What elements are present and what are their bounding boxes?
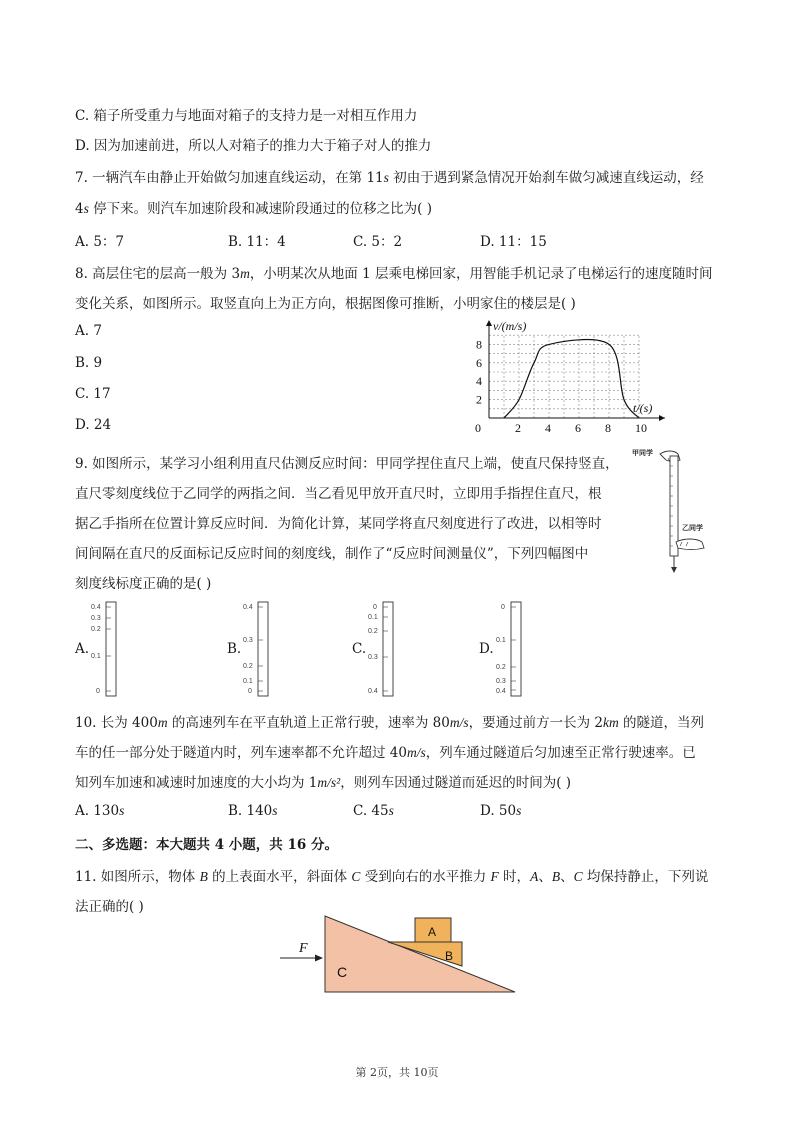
x-tick-label: 0 xyxy=(475,421,481,435)
q9-stem-line2: 直尺零刻度线位于乙同学的两指之间．当乙看见甲放开直尺时，立即用手指捏住直尺，根 xyxy=(75,486,602,502)
q9-option-b-label: B. xyxy=(227,641,242,657)
q7-stem-line1: 7. 一辆汽车由静止开始做匀加速直线运动，在第 11s 初由于遇到紧急情况开始刹车做匀减速直线运动，经 xyxy=(75,170,704,186)
q8-option-d: D. 24 xyxy=(75,417,112,433)
ruler-b-tick: 0 xyxy=(248,688,252,695)
x-axis-label: t/(s) xyxy=(633,401,653,415)
ruler-a xyxy=(88,600,128,700)
q9-option-c-label: C. xyxy=(352,641,367,657)
ruler-d-tick: 0.3 xyxy=(496,678,506,685)
q6-option-d: D. 因为加速前进，所以人对箱子的推力大于箱子对人的推力 xyxy=(75,138,432,154)
ruler-a-tick: 0.1 xyxy=(91,653,101,660)
q6-option-c: C. 箱子所受重力与地面对箱子的支持力是一对相互作用力 xyxy=(75,108,418,124)
q8-stem-line2: 变化关系，如图所示。取竖直向上为正方向，根据图像可推断，小明家住的楼层是( ) xyxy=(75,296,576,312)
x-tick-label: 2 xyxy=(515,421,521,435)
ruler-b-tick: 0.4 xyxy=(243,604,253,611)
q7-option-b: B. 11：4 xyxy=(228,234,286,250)
ruler-drop-illustration xyxy=(630,446,710,578)
ruler-d xyxy=(493,600,533,700)
q8-option-c: C. 17 xyxy=(75,386,111,402)
y-tick-label: 2 xyxy=(476,392,482,407)
ruler-d-tick: 0.4 xyxy=(496,688,506,695)
page-footer: 第 2页，共 10页 xyxy=(355,1066,439,1079)
incline-block-diagram xyxy=(275,908,525,998)
q7-stem-line2: 4s 停下来。则汽车加速阶段和减速阶段通过的位移之比为( ) xyxy=(75,201,432,217)
force-label: F xyxy=(299,941,308,956)
q7-option-c: C. 5：2 xyxy=(353,234,403,250)
ruler-c-tick: 0.3 xyxy=(368,654,378,661)
ruler-b-tick: 0.3 xyxy=(243,637,253,644)
x-axis-arrow xyxy=(659,415,665,421)
q10-option-a: A. 130s xyxy=(75,803,125,819)
student-a-label: 甲同学 xyxy=(632,449,653,457)
ruler-b-tick: 0.2 xyxy=(243,663,253,670)
q10-option-b: B. 140s xyxy=(228,803,278,819)
q9-stem-line5: 刻度线标度正确的是( ) xyxy=(75,576,212,592)
q9-stem-line1: 9. 如图所示，某学习小组利用直尺估测反应时间：甲同学捏住直尺上端，使直尺保持竖直， xyxy=(75,456,619,472)
x-tick-label: 4 xyxy=(545,421,551,435)
x-tick-label: 6 xyxy=(575,421,581,435)
ruler-c xyxy=(365,600,405,700)
y-axis-label: v/(m/s) xyxy=(493,319,527,333)
ruler-b xyxy=(240,600,280,700)
incline-label: C xyxy=(337,964,348,980)
ruler-c-tick: 0.2 xyxy=(368,628,378,635)
ruler-d-tick: 0.1 xyxy=(496,637,506,644)
section-heading-multiple-choice: 二、多选题：本大题共 4 小题，共 16 分。 xyxy=(75,837,338,853)
q8-option-b: B. 9 xyxy=(75,355,103,371)
x-tick-label: 10 xyxy=(635,421,647,435)
q9-stem-line4: 间间隔在直尺的反面标记反应时间的刻度线，制作了“反应时间测量仪”，下列四幅图中 xyxy=(75,546,589,562)
student-b-label: 乙同学 xyxy=(682,524,703,532)
block-b-label: B xyxy=(445,949,454,963)
y-tick-label: 6 xyxy=(476,355,482,370)
q9-stem-line3: 据乙手指所在位置计算反应时间．为简化计算，某同学将直尺刻度进行了改进，以相等时 xyxy=(75,516,602,532)
q9-option-a-label: A. xyxy=(75,641,90,657)
velocity-time-chart xyxy=(465,318,675,442)
ruler-a-tick: 0 xyxy=(96,688,100,695)
q8-stem-line1: 8. 高层住宅的层高一般为 3m，小明某次从地面 1 层乘电梯回家，用智能手机记录了电梯运行的速度随时间 xyxy=(75,266,713,282)
y-tick-label: 8 xyxy=(476,337,482,352)
q10-option-c: C. 45s xyxy=(353,803,394,819)
y-tick-label: 4 xyxy=(476,374,482,389)
q7-option-a: A. 5：7 xyxy=(75,234,125,250)
q9-option-d-label: D. xyxy=(479,641,494,657)
ruler-a-tick: 0.2 xyxy=(91,626,101,633)
y-axis-arrow xyxy=(486,320,492,326)
ruler-c-tick: 0.1 xyxy=(368,614,378,621)
ruler-d-tick: 0.2 xyxy=(496,664,506,671)
ruler-c-tick: 0.4 xyxy=(368,688,378,695)
q11-stem-line1: 11. 如图所示，物体 B 的上表面水平，斜面体 C 受到向右的水平推力 F 时，A、B、C 均保持静止，下列说 xyxy=(75,869,709,885)
bottom-hand-icon xyxy=(676,539,704,550)
ruler-d-tick: 0 xyxy=(501,604,505,611)
x-tick-label: 8 xyxy=(605,421,611,435)
ruler-c-tick: 0 xyxy=(373,604,377,611)
q10-option-d: D. 50s xyxy=(480,803,522,819)
q10-stem-line2: 车的任一部分处于隧道内时，列车速率都不允许超过 40m/s，列车通过隧道后匀加速至正常行驶速率。已 xyxy=(75,745,696,761)
q10-stem-line1: 10. 长为 400m 的高速列车在平直轨道上正常行驶，速率为 80m/s，要通过前方一长为 2km 的隧道，当列 xyxy=(75,715,705,731)
q8-option-a: A. 7 xyxy=(75,323,102,339)
ruler-a-tick: 0.4 xyxy=(91,604,101,611)
ruler-b-tick: 0.1 xyxy=(243,678,253,685)
q11-stem-line2: 法正确的( ) xyxy=(75,899,144,915)
ruler-a-tick: 0.3 xyxy=(91,615,101,622)
velocity-curve xyxy=(504,340,639,418)
q7-option-d: D. 11：15 xyxy=(480,234,547,250)
block-a-label: A xyxy=(428,925,437,939)
q10-stem-line3: 知列车加速和减速时加速度的大小均为 1m/s²，则列车因通过隧道而延迟的时间为( ) xyxy=(75,775,572,791)
